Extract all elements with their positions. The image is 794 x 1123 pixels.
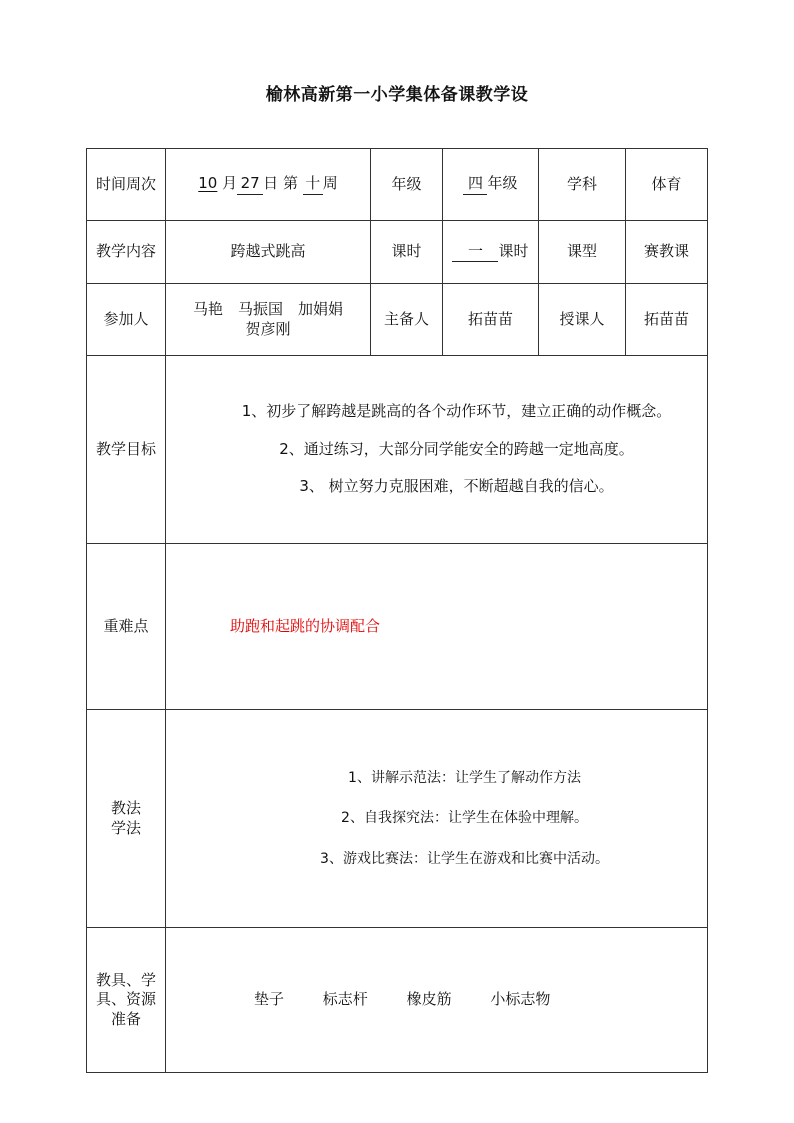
teacher-value: 拓苗苗 — [626, 284, 708, 356]
goals-list — [166, 356, 708, 544]
label-subject: 学科 — [539, 149, 626, 221]
grade-number: 四 — [463, 174, 487, 195]
methods-list — [166, 710, 708, 928]
method-item: 3、游戏比赛法：让学生在游戏和比赛中活动。 — [320, 850, 609, 867]
type-value: 赛教课 — [626, 221, 708, 284]
goal-item: 1、初步了解跨越是跳高的各个动作环节，建立正确的动作概念。 — [241, 402, 672, 421]
document-title: 榆林高新第一小学集体备课教学设 — [265, 85, 529, 105]
content-value: 跨越式跳高 — [166, 221, 371, 284]
label-resources-line-1: 教具、学 — [95, 970, 156, 989]
key-points-value: 助跑和起跳的协调配合 — [166, 544, 708, 710]
week-prefix: 第 — [282, 174, 298, 193]
label-key-points: 重难点 — [87, 544, 166, 710]
label-content: 教学内容 — [87, 221, 166, 284]
label-resources — [87, 928, 166, 1073]
period-value — [443, 221, 539, 284]
row-content — [87, 221, 708, 284]
label-methods — [87, 710, 166, 928]
time-value — [166, 149, 371, 221]
row-methods — [87, 710, 708, 928]
row-goals — [87, 356, 708, 544]
row-time — [87, 149, 708, 221]
resources-list — [166, 928, 708, 1073]
goal-item: 3、 树立努力克服困难，不断超越自我的信心。 — [299, 477, 614, 496]
day-value: 27 — [237, 174, 263, 195]
goal-item: 2、通过练习，大部分同学能安全的跨越一定地高度。 — [279, 439, 634, 458]
resource-item: 垫子 — [254, 990, 285, 1009]
label-period: 课时 — [371, 221, 443, 284]
label-participants: 参加人 — [87, 284, 166, 356]
label-resources-line-2: 具、资源 — [95, 990, 156, 1009]
period-number: 一 — [452, 242, 498, 263]
lesson-plan-table — [86, 148, 708, 1073]
label-type: 课型 — [539, 221, 626, 284]
row-key-points — [87, 544, 708, 710]
resource-item: 橡皮筋 — [406, 990, 452, 1009]
label-goals: 教学目标 — [87, 356, 166, 544]
row-participants — [87, 284, 708, 356]
method-item: 1、讲解示范法：让学生了解动作方法 — [348, 770, 581, 787]
resource-item: 小标志物 — [490, 990, 551, 1009]
week-unit: 周 — [322, 174, 338, 193]
label-methods-line-1: 教法 — [110, 799, 141, 817]
week-value: 十 — [303, 174, 323, 195]
subject-value: 体育 — [626, 149, 708, 221]
grade-unit: 年级 — [487, 174, 518, 193]
label-lead: 主备人 — [371, 284, 443, 356]
grade-value — [443, 149, 539, 221]
row-resources — [87, 928, 708, 1073]
label-time: 时间周次 — [87, 149, 166, 221]
month-value: 10 — [198, 174, 218, 193]
resource-item: 标志杆 — [322, 990, 368, 1009]
participants-line-2: 贺彦刚 — [245, 319, 291, 338]
participants-value — [166, 284, 371, 356]
participants-line-1: 马艳 马振国 加娟娟 — [192, 300, 343, 318]
period-unit: 课时 — [498, 241, 529, 260]
label-resources-line-3: 准备 — [110, 1009, 141, 1028]
lead-value: 拓苗苗 — [443, 284, 539, 356]
method-item: 2、自我探究法：让学生在体验中理解。 — [341, 810, 588, 827]
label-methods-line-2: 学法 — [110, 818, 141, 837]
label-teacher: 授课人 — [539, 284, 626, 356]
month-unit: 月 — [222, 174, 238, 193]
label-grade: 年级 — [371, 149, 443, 221]
day-unit: 日 — [263, 174, 279, 193]
